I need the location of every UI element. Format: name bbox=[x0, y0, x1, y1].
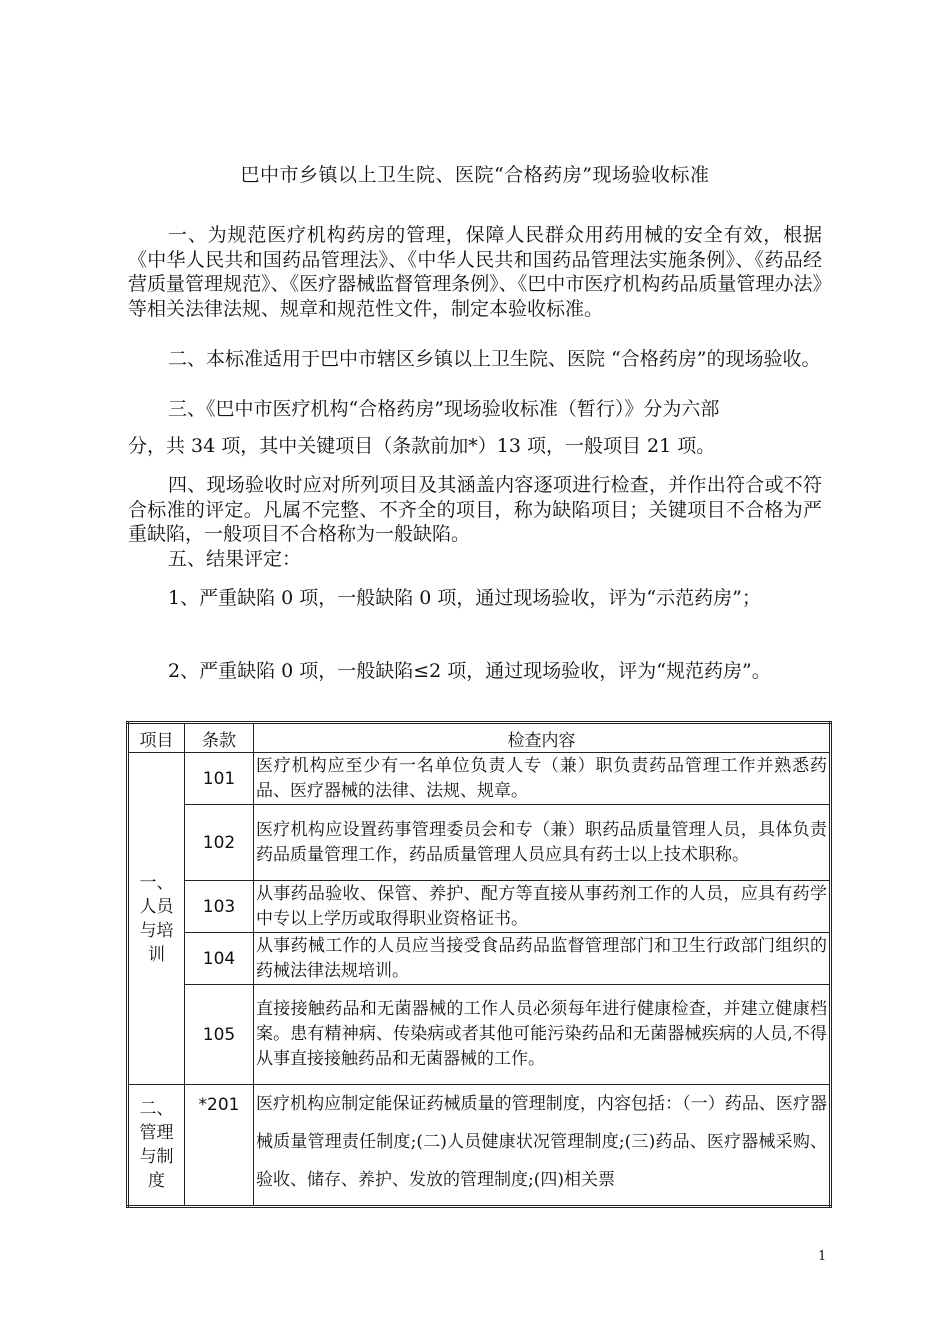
result-item-1: 1、严重缺陷 0 项，一般缺陷 0 项，通过现场验收，评为“示范药房”； bbox=[168, 587, 761, 609]
category-cell bbox=[128, 753, 185, 1085]
table-row bbox=[128, 1085, 831, 1207]
paragraph-5: 五、结果评定： bbox=[168, 548, 302, 570]
content-cell: 医疗机构应至少有一名单位负责人专（兼）职负责药品管理工作并熟悉药品、医疗器械的法律、法规、规章。 bbox=[254, 753, 831, 805]
table-row bbox=[128, 753, 831, 805]
table-header-row bbox=[128, 723, 831, 753]
content-cell: 从事药品验收、保管、养护、配方等直接从事药剂工作的人员，应具有药学中专以上学历或取得职业资格证书。 bbox=[254, 881, 831, 933]
content-cell: 医疗机构应制定能保证药械质量的管理制度，内容包括：（一）药品、医疗器械质量管理责任制度;(二)人员健康状况管理制度;(三)药品、医疗器械采购、验收、储存、养护、发放的管理制度;(四)相关票 bbox=[254, 1085, 831, 1207]
clause-cell: 104 bbox=[185, 933, 254, 985]
clause-cell: 103 bbox=[185, 881, 254, 933]
table-row bbox=[128, 933, 831, 985]
table-row bbox=[128, 985, 831, 1085]
table-row bbox=[128, 881, 831, 933]
header-clause: 条款 bbox=[185, 723, 254, 753]
paragraph-1: 一、为规范医疗机构药房的管理，保障人民群众用药用械的安全有效，根据《中华人民共和国药品管理法》、《中华人民共和国药品管理法实施条例》、《药品经营质量管理规范》、《医疗器械监督管理条例》、《巴中市医疗机构药品质量管理办法》等相关法律法规、规章和规范性文件，制定本验收标准。 bbox=[128, 224, 822, 320]
paragraph-2: 二、本标准适用于巴中市辖区乡镇以上卫生院、医院 “合格药房”的现场验收。 bbox=[168, 348, 821, 370]
clause-cell: 101 bbox=[185, 753, 254, 805]
header-category: 项目 bbox=[128, 723, 185, 753]
document-title: 巴中市乡镇以上卫生院、医院“合格药房”现场验收标准 bbox=[240, 164, 710, 186]
content-cell: 医疗机构应设置药事管理委员会和专（兼）职药品质量管理人员，具体负责药品质量管理工作，药品质量管理人员应具有药士以上技术职称。 bbox=[254, 805, 831, 881]
clause-cell: 102 bbox=[185, 805, 254, 881]
result-item-2: 2、严重缺陷 0 项，一般缺陷≤2 项，通过现场验收，评为“规范药房”。 bbox=[168, 660, 771, 682]
category-label: 二、管理与制度 bbox=[139, 1099, 174, 1191]
paragraph-3a: 三、《巴中市医疗机构“合格药房”现场验收标准（暂行）》分为六部 bbox=[168, 398, 720, 420]
inspection-table bbox=[126, 721, 832, 1208]
category-label: 一、人员与培训 bbox=[139, 872, 174, 965]
paragraph-3b: 分，共 34 项，其中关键项目（条款前加*）13 项，一般项目 21 项。 bbox=[128, 435, 716, 457]
clause-cell: 105 bbox=[185, 985, 254, 1085]
table-row bbox=[128, 805, 831, 881]
clause-cell: *201 bbox=[185, 1085, 254, 1207]
paragraph-4: 四、现场验收时应对所列项目及其涵盖内容逐项进行检查，并作出符合或不符合标准的评定。凡属不完整、不齐全的项目，称为缺陷项目；关键项目不合格为严重缺陷，一般项目不合格称为一般缺陷。 bbox=[128, 474, 822, 545]
content-cell: 直接接触药品和无菌器械的工作人员必须每年进行健康检查，并建立健康档案。患有精神病、传染病或者其他可能污染药品和无菌器械疾病的人员,不得从事直接接触药品和无菌器械的工作。 bbox=[254, 985, 831, 1085]
header-content: 检查内容 bbox=[254, 723, 831, 753]
category-cell bbox=[128, 1085, 185, 1207]
content-cell: 从事药械工作的人员应当接受食品药品监督管理部门和卫生行政部门组织的药械法律法规培训。 bbox=[254, 933, 831, 985]
page-number: 1 bbox=[818, 1249, 827, 1264]
